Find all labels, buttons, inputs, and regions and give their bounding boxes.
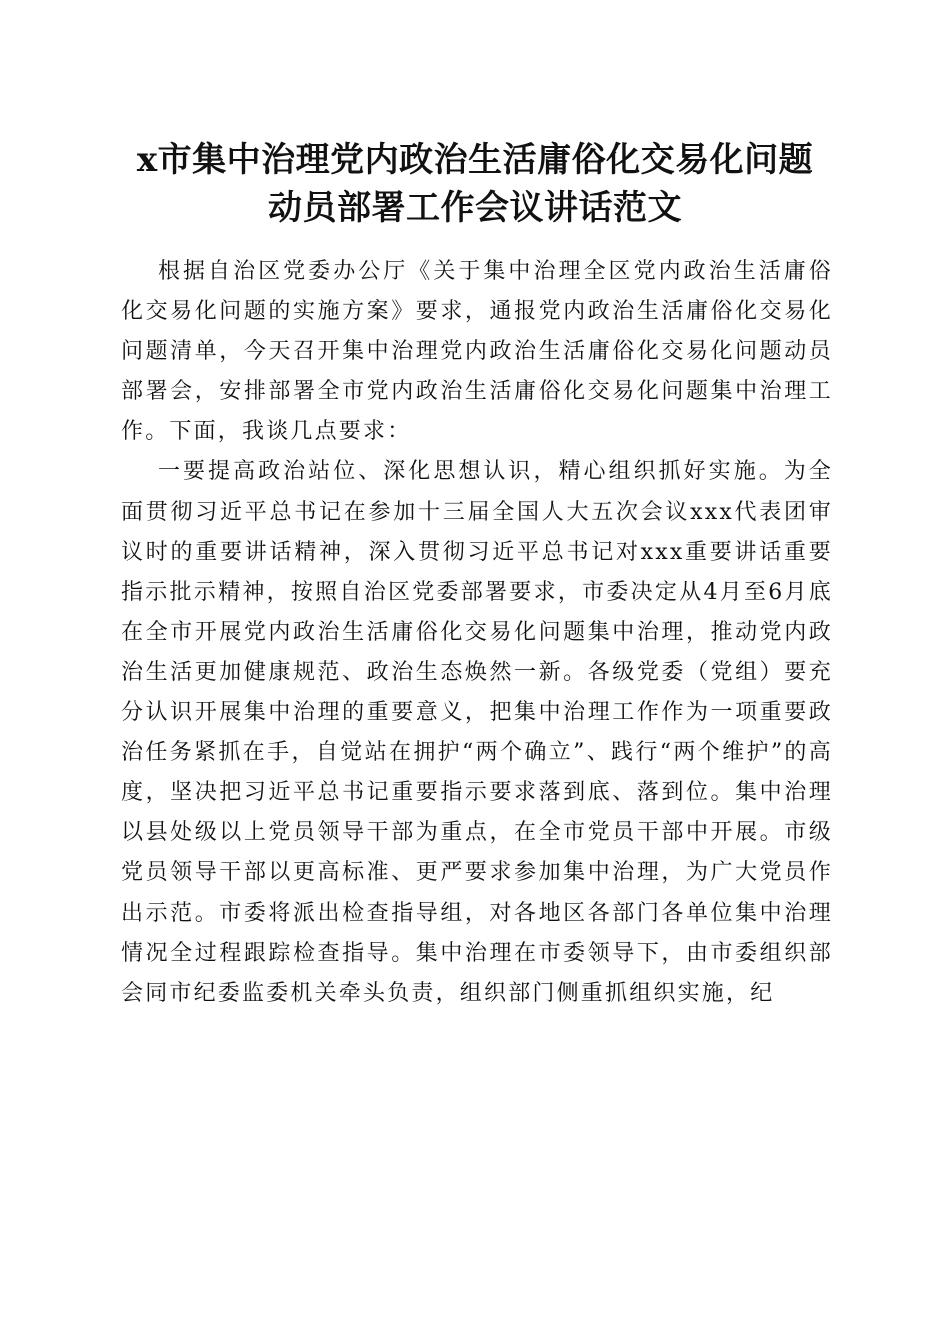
paragraph-intro: 根据自治区党委办公厅《关于集中治理全区党内政治生活庸俗化交易化问题的实施方案》要求，通报党内政治生活庸俗化交易化问题清单，今天召开集中治理党内政治生活庸俗化交易化问题动员部署会，安排部署全市党内政治生活庸俗化交易化问题集中治理工作。下面，我谈几点要求： [121, 259, 833, 445]
title-line-2: 动员部署工作会议讲话范文 [268, 188, 682, 228]
paragraph-point-one: 一要提高政治站位、深化思想认识，精心组织抓好实施。为全面贯彻习近平总书记在参加十三届全国人大五次会议xxx代表团审议时的重要讲话精神，深入贯彻习近平总书记对xxx重要讲话重要指示批示精神，按照自治区党委部署要求，市委决定从4月至6月底在全市开展党内政治生活庸俗化交易化问题集中治理，推动党内政治生活更加健康规范、政治生态焕然一新。各级党委（党组）要充分认识开展集中治理的重要意义，把集中治理工作作为一项重要政治任务紧抓在手，自觉站在拥护“两个确立”、践行“两个维护”的高度，坚决把习近平总书记重要指示要求落到底、落到位。集中治理以县处级以上党员领导干部为重点，在全市党员干部中开展。市级党员领导干部以更高标准、更严要求参加集中治理，为广大党员作出示范。市委将派出检查指导组，对各地区各部门各单位集中治理情况全过程跟踪检查指导。集中治理在市委领导下，由市委组织部会同市纪委监委机关牵头负责，组织部门侧重抓组织实施，纪 [121, 459, 833, 1006]
document-body [121, 252, 833, 1014]
document-title [100, 136, 850, 232]
title-line-1: x市集中治理党内政治生活庸俗化交易化问题 [136, 140, 814, 180]
